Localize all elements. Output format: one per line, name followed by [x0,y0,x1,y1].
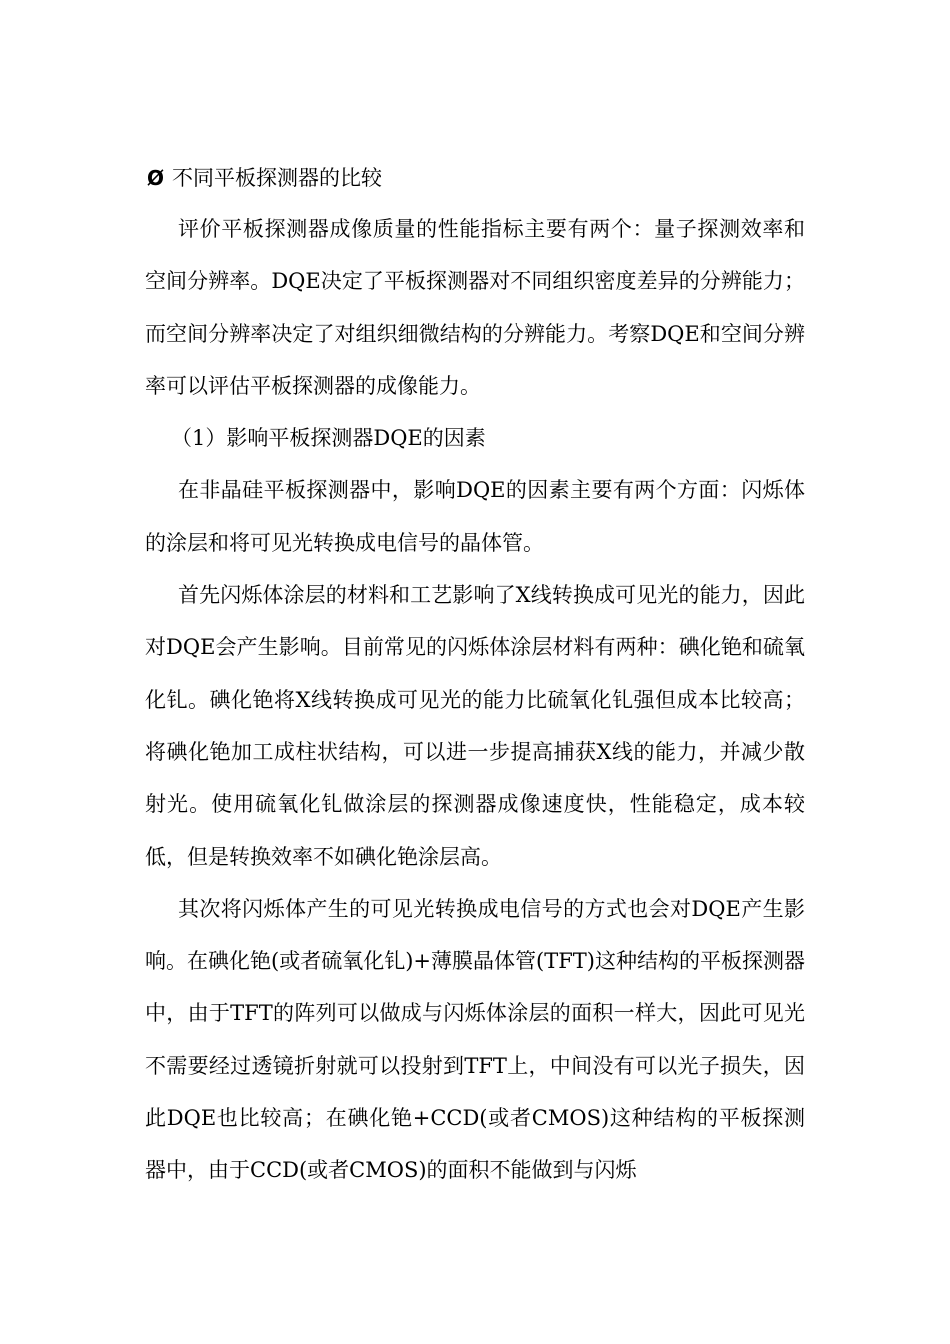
bullet-icon: Ø [147,166,165,190]
paragraph-conversion-method: 其次将闪烁体产生的可见光转换成电信号的方式也会对DQE产生影响。在碘化铯(或者硫氧化钆)+薄膜晶体管(TFT)这种结构的平板探测器中，由于TFT的阵列可以做成与闪烁体涂层的面积一样大，因此可见光不需要经过透镜折射就可以投射到TFT上，中间没有可以光子损失，因此DQE也比较高；在碘化铯+CCD(或者CMOS)这种结构的平板探测器中，由于CCD(或者CMOS)的面积不能做到与闪烁 [145,896,805,1183]
document-body [145,203,805,1197]
section-heading-text: 不同平板探测器的比较 [172,166,383,190]
paragraph-scintillator-coating: 首先闪烁体涂层的材料和工艺影响了X线转换成可见光的能力，因此对DQE会产生影响。目前常见的闪烁体涂层材料有两种：碘化铯和硫氧化钆。碘化铯将X线转换成可见光的能力比硫氧化钆强但成本比较高；将碘化铯加工成柱状结构，可以进一步提高捕获X线的能力，并减少散射光。使用硫氧化钆做涂层的探测器成像速度快，性能稳定，成本较低，但是转换效率不如碘化铯涂层高。 [145,583,805,869]
section-heading [147,158,382,198]
paragraph-intro: 评价平板探测器成像质量的性能指标主要有两个：量子探测效率和空间分辨率。DQE决定了平板探测器对不同组织密度差异的分辨能力；而空间分辨率决定了对组织细微结构的分辨能力。考察DQE和空间分辨率可以评估平板探测器的成像能力。 [145,217,805,398]
subheading-dqe-factors: （1）影响平板探测器DQE的因素 [171,426,486,451]
paragraph-dqe-factors: 在非晶硅平板探测器中，影响DQE的因素主要有两个方面：闪烁体的涂层和将可见光转换成电信号的晶体管。 [145,478,805,555]
